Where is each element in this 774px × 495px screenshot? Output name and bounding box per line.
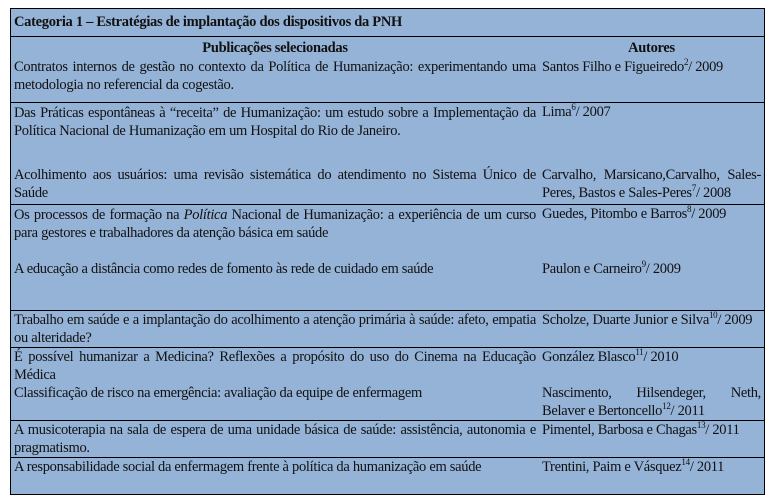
table-row [11,420,765,457]
publication: Acolhimento aos usuários: uma revisão sistemática do atendimento no Sistema Único de Saúde [14,167,536,201]
publication: A responsabilidade social da enfermagem frente à política da humanização em saúde [11,457,540,494]
publication: Das Práticas espontâneas à “receita” de Humanização: um estudo sobre a Implementação da Política Nacional de Humanização em um Hospital do Rio de Janeiro. [11,102,540,166]
publication: A musicoterapia na sala de espera de uma unidade básica de saúde: assistência, autonomia e pragmatismo. [11,420,540,457]
authors: Guedes, Pitombo e Barros$^8$/ 2009 [539,204,765,260]
table-row [11,384,765,421]
table-row [11,347,765,384]
authors: Santos Filho e Figueiredo$^2$/ 2009 [542,57,723,75]
publication: Contratos internos de gestão no contexto da Política de Humanização: experimentando uma metodologia no referencial da cogestão. [14,59,536,93]
category-title: Categoria 1 – Estratégias de implantação dos dispositivos da PNH [11,9,765,37]
table-row [11,310,765,347]
publication: Classificação de risco na emergência: avaliação da equipe de enfermagem [14,384,422,401]
authors: Trentini, Paim e Vásquez$^{14}$/ 2011 [539,457,765,494]
authors: Scholze, Duarte Junior e Silva$^{10}$/ 2009 [539,310,765,347]
authors: González Blasco$^{11}$/ 2010 [539,347,765,384]
authors: Lima$^6$/ 2007 [539,102,765,166]
publication: Trabalho em saúde e a implantação do acolhimento a atenção primária à saúde: afeto, empatia ou alteridade? [11,310,540,347]
table-row [11,166,765,204]
publications-table [10,8,765,495]
publication: A educação a distância como redes de fomento às rede de cuidado em saúde [14,261,434,277]
header-authors: Autores [628,40,675,56]
header-publications: Publicações selecionadas [202,40,348,56]
table-row [11,102,765,166]
authors: Nascimento, Hilsendeger, Neth, Belaver e Bertoncello$^{12}$/ 2011 [542,384,761,419]
authors: Paulon e Carneiro$^9$/ 2009 [542,259,681,277]
authors: Pimentel, Barbosa e Chagas$^{13}$/ 2011 [539,420,765,457]
table-row [11,204,765,260]
authors: Carvalho, Marsicano,Carvalho, Sales-Peres, Bastos e Sales-Peres$^7$/ 2008 [542,167,761,201]
table-row [11,58,765,102]
publication: É possível humanizar a Medicina? Reflexões a propósito do uso do Cinema na Educação Médica [11,347,540,384]
table-row [11,260,765,310]
publication: Os processos de formação na Política Nacional de Humanização: a experiência de um curso para gestores e trabalhadores da atenção básica em saúde [11,204,540,260]
table-row [11,457,765,494]
